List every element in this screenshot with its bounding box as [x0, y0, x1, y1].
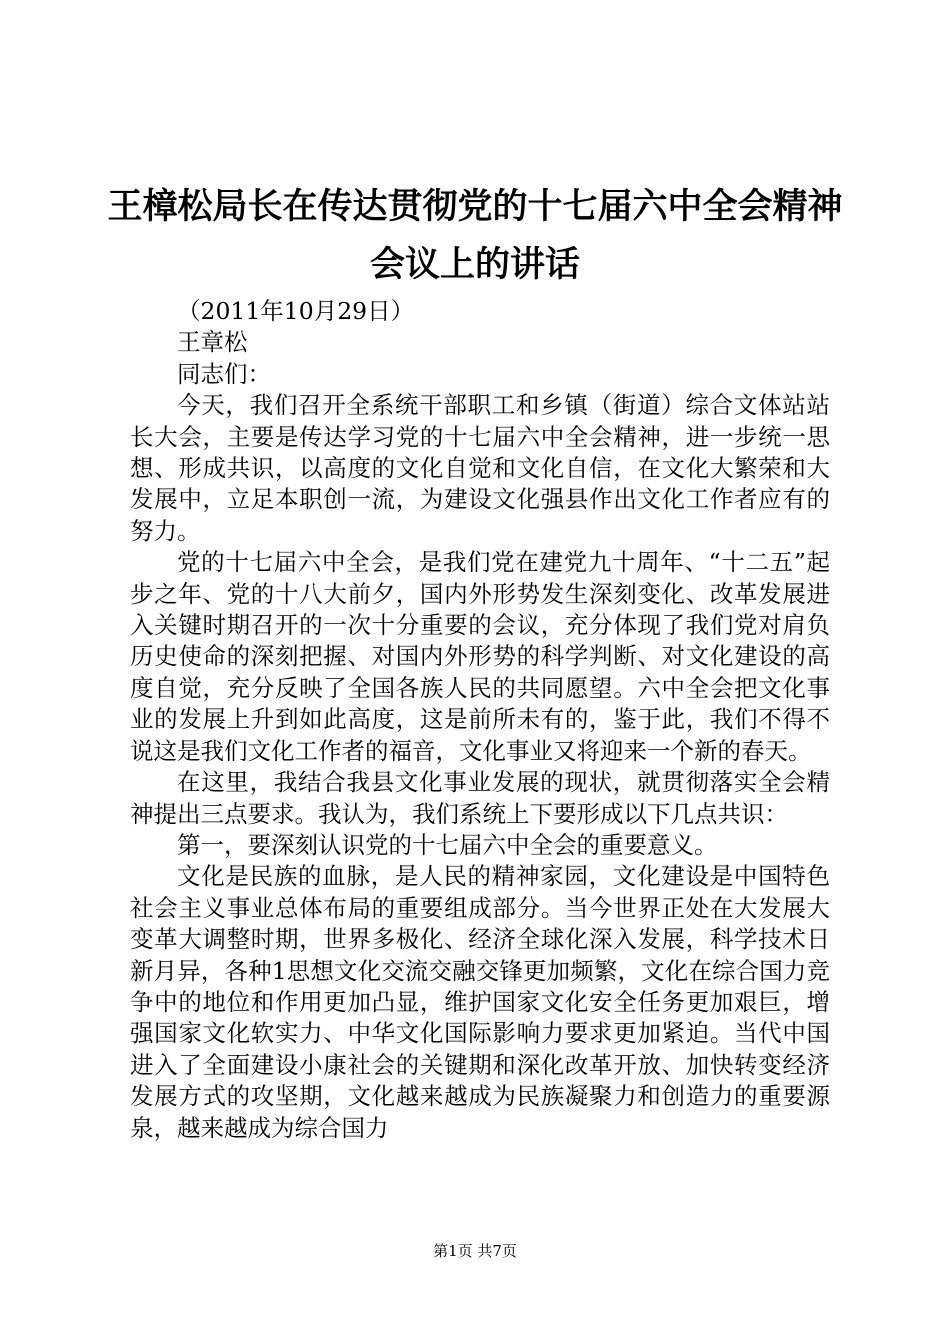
date-line: （2011年10月29日）	[177, 297, 415, 325]
paragraph: 第一，要深刻认识党的十七届六中全会的重要意义。	[177, 830, 718, 859]
paragraph: 在这里，我结合我县文化事业发展的现状，就贯彻落实全会精神提出三点要求。我认为，我们系统上下要形成以下几点共识：	[130, 768, 830, 828]
paragraph: 党的十七届六中全会，是我们党在建党九十周年、“十二五”起步之年、党的十八大前夕，国内外形势发生深刻变化、改革发展进入关键时期召开的一次十分重要的会议，充分体现了我们党对肩负历史使命的深刻把握、对国内外形势的科学判断、对文化建设的高度自觉，充分反映了全国各族人民的共同愿望。六中全会把文化事业的发展上升到如此高度，这是前所未有的，鉴于此，我们不得不说这是我们文化工作者的福音，文化事业又将迎来一个新的春天。	[130, 548, 830, 765]
author-line: 王章松	[177, 328, 248, 357]
page-footer: 第1页 共7页	[433, 1242, 517, 1260]
paragraph: 今天，我们召开全系统干部职工和乡镇（街道）综合文体站站长大会，主要是传达学习党的十七届六中全会精神，进一步统一思想、形成共识，以高度的文化自觉和文化自信，在文化大繁荣和大发展中，立足本职创一流，为建设文化强县作出文化工作者应有的努力。	[130, 391, 830, 545]
document-title: 王樟松局长在传达贯彻党的十七届六中全会精神会议上的讲话	[107, 186, 843, 285]
document-body	[130, 296, 830, 1144]
salutation-line: 同志们：	[177, 359, 271, 388]
paragraph: 文化是民族的血脉，是人民的精神家园，文化建设是中国特色社会主义事业总体布局的重要组成部分。当今世界正处在大发展大变革大调整时期，世界多极化、经济全球化深入发展，科学技术日新月异，各种1思想文化交流交融交锋更加频繁，文化在综合国力竞争中的地位和作用更加凸显，维护国家文化安全任务更加艰巨，增强国家文化软实力、中华文化国际影响力要求更加紧迫。当代中国进入了全面建设小康社会的关键期和深化改革开放、加快转变经济发展方式的攻坚期，文化越来越成为民族凝聚力和创造力的重要源泉，越来越成为综合国力	[130, 862, 830, 1142]
